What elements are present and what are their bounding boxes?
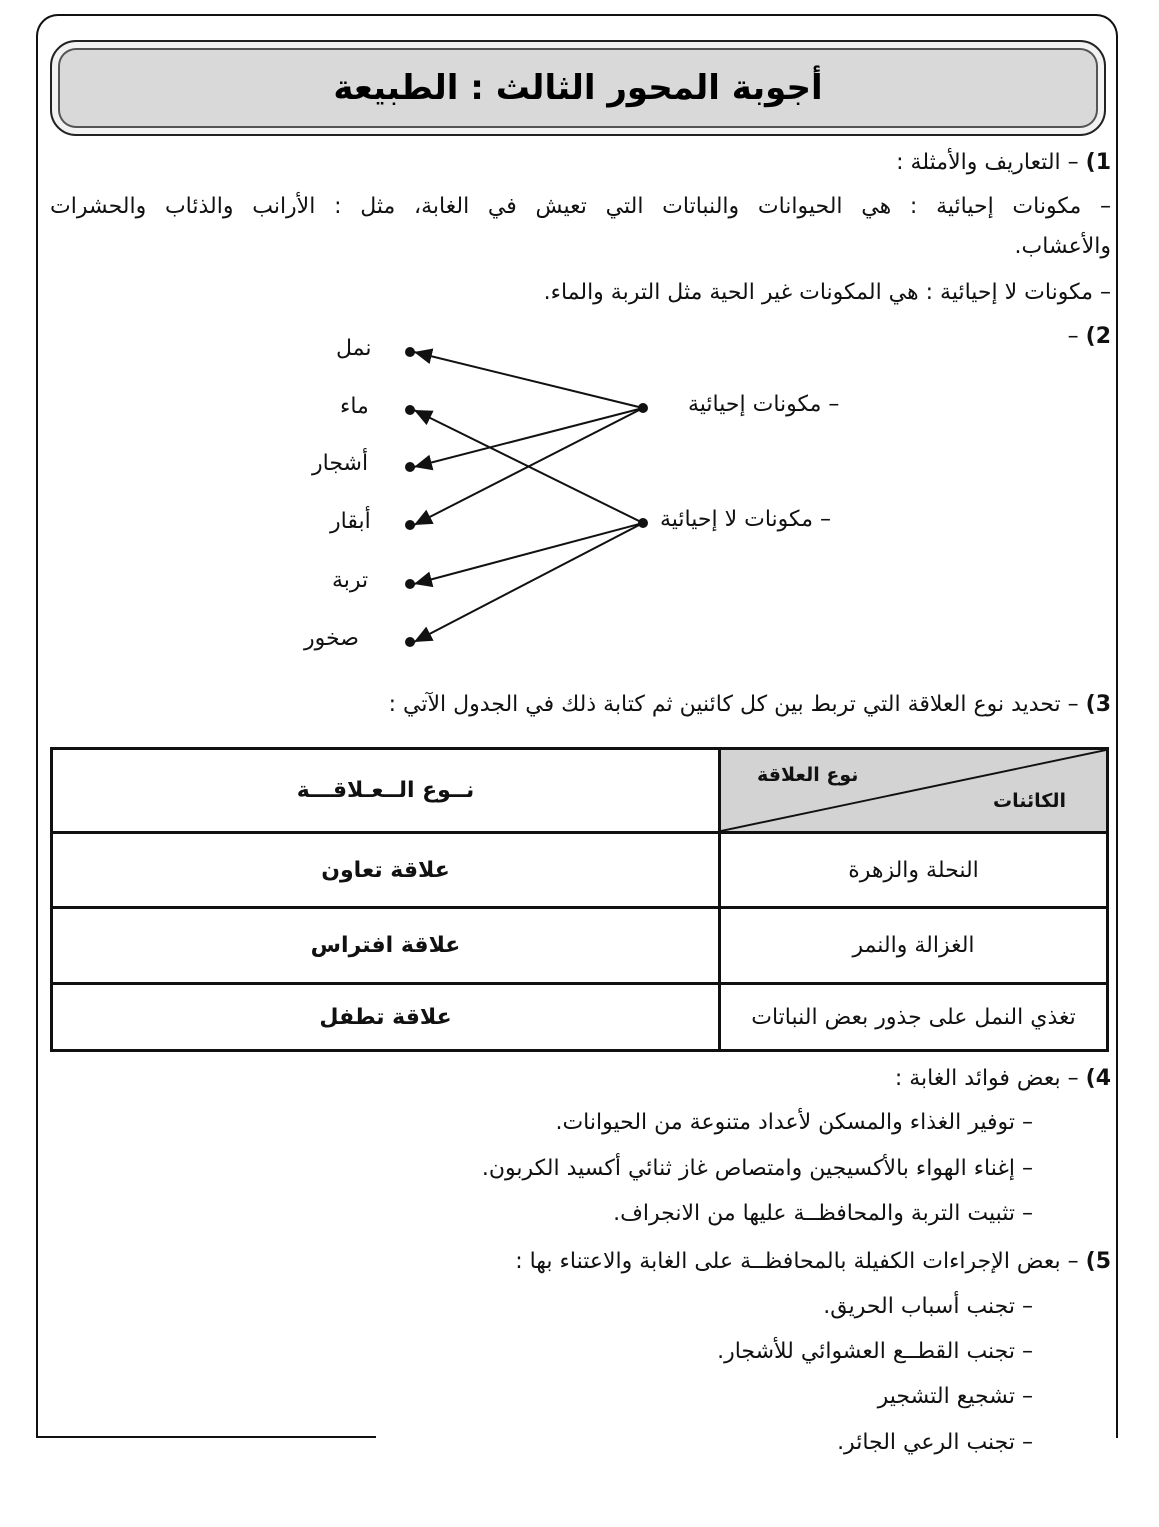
header-type-label: نوع العلاقة	[757, 764, 859, 786]
q5-item-2: – تجنب القطــع العشوائي للأشجار.	[717, 1339, 1033, 1364]
arrow-abiotic-soil	[414, 523, 643, 584]
row1-relation: علاقة تعاون	[52, 833, 720, 908]
frame-bottom-line	[36, 1436, 376, 1438]
q4-number: 4)	[1085, 1066, 1111, 1091]
table-header-row	[52, 749, 1108, 833]
dot-left-6	[405, 637, 415, 647]
q4-item-2: – إغناء الهواء بالأكسيجين وامتصاص غاز ثنائي أكسيد الكربون.	[481, 1156, 1033, 1181]
arrow-abiotic-rocks	[414, 523, 643, 642]
q1-def1-text: – مكونات إحيائية : هي الحيوانات والنباتات التي تعيش في الغابة، مثل : الأرانب والذئاب والحشرات	[50, 194, 1111, 219]
q2-number: 2)	[1085, 324, 1111, 349]
q3-text: – تحديد نوع العلاقة التي تربط بين كل كائنين ثم كتابة ذلك في الجدول الآتي :	[388, 692, 1079, 717]
header-relation-cell	[52, 749, 720, 833]
table-row	[52, 984, 1108, 1051]
left-item-trees: أشجار	[312, 451, 369, 476]
q5-item-1: – تجنب أسباب الحريق.	[823, 1294, 1033, 1319]
header-beings-cell	[720, 749, 1108, 833]
relations-table	[50, 747, 1109, 1052]
q2-dash: –	[1067, 324, 1079, 349]
q5-number: 5)	[1085, 1249, 1111, 1274]
header-beings-label: الكائنات	[993, 790, 1066, 812]
arrow-abiotic-water	[414, 410, 643, 523]
arrow-biotic-trees	[414, 408, 643, 467]
row1-beings: النحلة والزهرة	[720, 833, 1108, 908]
right-item-abiotic: – مكونات لا إحيائية	[660, 507, 831, 532]
header-relation-label: نــوع الــعـلاقـــة	[296, 778, 475, 803]
q1-def2-text: – مكونات لا إحيائية : هي المكونات غير الحية مثل التربة والماء.	[543, 280, 1111, 305]
matching-diagram	[0, 0, 1159, 700]
row2-relation: علاقة افتراس	[52, 908, 720, 984]
row3-beings: تغذي النمل على جذور بعض النباتات	[720, 984, 1108, 1051]
q3-number: 3)	[1085, 692, 1111, 717]
dot-left-1	[405, 347, 415, 357]
q1-heading: – التعاريف والأمثلة :	[896, 150, 1079, 175]
q1-number: 1)	[1085, 150, 1111, 175]
table-row	[52, 908, 1108, 984]
left-item-cows: أبقار	[330, 509, 371, 534]
left-item-water: ماء	[340, 394, 369, 419]
left-item-soil: تربة	[332, 568, 369, 593]
q5-heading-line	[515, 1247, 1111, 1277]
arrow-biotic-ant	[414, 352, 643, 408]
q4-heading-line	[895, 1064, 1111, 1094]
dot-left-2	[405, 405, 415, 415]
q4-item-1: – توفير الغذاء والمسكن لأعداد متنوعة من الحيوانات.	[555, 1110, 1033, 1135]
table-row	[52, 833, 1108, 908]
row3-relation: علاقة تطفل	[52, 984, 720, 1051]
row2-beings: الغزالة والنمر	[720, 908, 1108, 984]
right-item-biotic: – مكونات إحيائية	[688, 392, 840, 417]
q4-item-3: – تثبيت التربة والمحافظــة عليها من الانجراف.	[613, 1201, 1033, 1226]
q4-heading: – بعض فوائد الغابة :	[894, 1066, 1079, 1091]
q5-item-3: – تشجيع التشجير	[877, 1384, 1033, 1409]
q5-heading: – بعض الإجراءات الكفيلة بالمحافظــة على الغابة والاعتناء بها :	[515, 1249, 1079, 1274]
q5-item-4: – تجنب الرعي الجائر.	[837, 1430, 1033, 1455]
dot-left-5	[405, 579, 415, 589]
q1-def1-end: والأعشاب.	[1014, 234, 1111, 259]
page-title: أجوبة المحور الثالث : الطبيعة	[333, 68, 823, 108]
dot-left-3	[405, 462, 415, 472]
left-item-ant: نمل	[336, 336, 372, 361]
q3-heading-line	[389, 690, 1111, 720]
left-item-rocks: صخور	[304, 626, 359, 651]
dot-left-4	[405, 520, 415, 530]
